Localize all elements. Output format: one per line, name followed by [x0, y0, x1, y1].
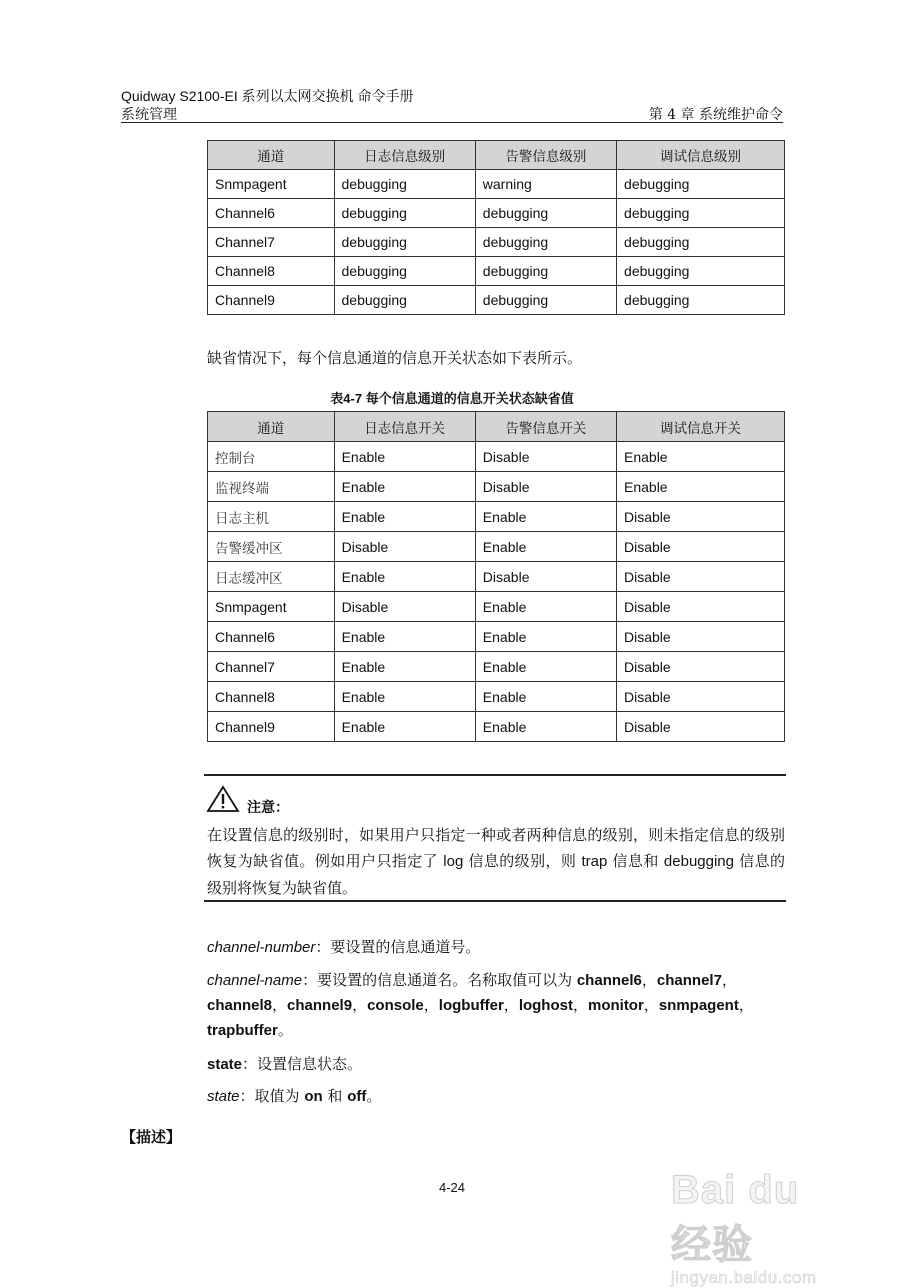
param-desc: 和 [322, 1087, 348, 1105]
channel-cell: 告警缓冲区 [208, 532, 335, 562]
value-cell: debugging [475, 228, 616, 257]
value-cell: Disable [617, 592, 785, 622]
value-cell: Disable [334, 532, 475, 562]
value-cell: Disable [617, 562, 785, 592]
table-row [208, 228, 785, 257]
table-header-row [208, 412, 785, 442]
param-channel-name [207, 968, 785, 1043]
channel-cell: Channel6 [208, 199, 335, 228]
value-cell: Enable [334, 442, 475, 472]
channel-cell: 控制台 [208, 442, 335, 472]
note-term: trap [581, 853, 608, 870]
column-header: 告警信息开关 [475, 412, 616, 442]
info-switch-table [207, 411, 785, 742]
value-cell: Disable [617, 622, 785, 652]
value-cell: Enable [475, 652, 616, 682]
param-term: state [207, 1088, 240, 1105]
note-term: log [443, 853, 464, 870]
table-row [208, 652, 785, 682]
table-row [208, 170, 785, 199]
note-text: 信息的级别将恢复为缺省值。 [207, 852, 785, 897]
channel-name-value: console [367, 997, 424, 1014]
table-row [208, 502, 785, 532]
separator: 。 [277, 1021, 293, 1039]
channel-name-value: trapbuffer [207, 1022, 278, 1039]
value-cell: debugging [334, 257, 475, 286]
intro-paragraph: 缺省情况下，每个信息通道的信息开关状态如下表所示。 [207, 349, 583, 367]
param-channel-number [207, 935, 785, 960]
value-cell: debugging [617, 228, 785, 257]
value-cell: debugging [334, 286, 475, 315]
value-cell: debugging [334, 199, 475, 228]
channel-name-value: snmpagent [658, 997, 739, 1014]
note-text: 在设置信息的级别时，如果用户只指定一种或者两种信息的级别，则未指定信息的级别恢复为缺省值。例如用户只指定了 [207, 826, 785, 870]
value-cell: Disable [617, 682, 785, 712]
separator: ， [352, 996, 368, 1014]
table-row [208, 532, 785, 562]
value-cell: Enable [475, 502, 616, 532]
table-caption: 表4-7 每个信息通道的信息开关状态缺省值 [330, 391, 574, 406]
note-body [207, 822, 785, 901]
column-header: 通道 [208, 412, 335, 442]
watermark-url: jingyan.baidu.com [671, 1268, 817, 1287]
value-cell: Enable [475, 592, 616, 622]
channel-cell: 监视终端 [208, 472, 335, 502]
table-row [208, 682, 785, 712]
channel-name-value: channel9 [287, 997, 353, 1014]
table-row [208, 286, 785, 315]
value-cell: Enable [334, 682, 475, 712]
column-header: 告警信息级别 [475, 141, 616, 170]
value-cell: Enable [334, 472, 475, 502]
channel-cell: Channel8 [208, 682, 335, 712]
value-cell: Enable [334, 562, 475, 592]
value-cell: debugging [617, 286, 785, 315]
separator: ， [572, 996, 588, 1014]
baidu-watermark [671, 1168, 846, 1287]
value-cell: Disable [334, 592, 475, 622]
table-row [208, 472, 785, 502]
table-header-row [208, 141, 785, 170]
value-cell: Disable [617, 712, 785, 742]
channel-name-value: channel8 [207, 997, 273, 1014]
note-text: 信息和 [607, 852, 664, 870]
value-cell: debugging [334, 228, 475, 257]
param-desc: ：设置信息状态。 [242, 1055, 363, 1073]
value-cell: Enable [617, 472, 785, 502]
table-row [208, 592, 785, 622]
separator: ， [503, 996, 519, 1014]
channel-cell: 日志主机 [208, 502, 335, 532]
value-cell: debugging [334, 170, 475, 199]
param-state [207, 1052, 785, 1077]
param-desc: 。 [366, 1087, 382, 1105]
channel-name-value: logbuffer [438, 997, 504, 1014]
column-header: 日志信息级别 [334, 141, 475, 170]
value-cell: Disable [475, 562, 616, 592]
note-term: debugging [663, 853, 734, 870]
channel-cell: Channel6 [208, 622, 335, 652]
separator: ， [272, 996, 288, 1014]
manual-title: Quidway S2100-EI 系列以太网交换机 命令手册 [121, 88, 414, 104]
value-on: on [304, 1088, 323, 1105]
value-cell: debugging [475, 199, 616, 228]
warning-triangle-icon [206, 785, 240, 813]
info-level-table [207, 140, 785, 315]
channel-name-value: channel6 [576, 972, 642, 989]
table-row [208, 622, 785, 652]
value-cell: Enable [475, 682, 616, 712]
separator: ， [423, 996, 439, 1014]
channel-cell: Channel7 [208, 228, 335, 257]
param-desc: ：要设置的信息通道号。 [315, 938, 481, 956]
value-cell: Enable [334, 502, 475, 532]
channel-cell: Channel9 [208, 712, 335, 742]
note-top-divider [204, 774, 786, 776]
param-term: channel-name [207, 972, 303, 989]
section-name: 系统管理 [121, 107, 177, 123]
note-title: 注意： [247, 799, 289, 815]
value-cell: Enable [334, 712, 475, 742]
table-row [208, 562, 785, 592]
separator: ， [643, 996, 659, 1014]
column-header: 调试信息级别 [617, 141, 785, 170]
value-cell: debugging [617, 170, 785, 199]
value-cell: warning [475, 170, 616, 199]
column-header: 调试信息开关 [617, 412, 785, 442]
table-row [208, 199, 785, 228]
note-bottom-divider [204, 900, 786, 902]
channel-name-value: channel7 [656, 972, 722, 989]
param-state-values [207, 1084, 785, 1109]
channel-cell: Channel7 [208, 652, 335, 682]
column-header: 通道 [208, 141, 335, 170]
channel-name-value: loghost [518, 997, 573, 1014]
separator: ， [738, 996, 754, 1014]
note-text: 信息的级别，则 [463, 852, 582, 870]
value-cell: Enable [475, 532, 616, 562]
param-desc: ：取值为 [239, 1087, 305, 1105]
channel-name-value: monitor [587, 997, 644, 1014]
section-heading-description: 【描述】 [121, 1129, 182, 1146]
value-cell: debugging [617, 199, 785, 228]
value-cell: debugging [475, 286, 616, 315]
value-cell: Disable [617, 502, 785, 532]
table-row [208, 442, 785, 472]
channel-cell: Channel8 [208, 257, 335, 286]
column-header: 日志信息开关 [334, 412, 475, 442]
param-desc: ：要设置的信息通道名。名称取值可以为 [302, 971, 577, 989]
value-cell: debugging [475, 257, 616, 286]
channel-cell: Channel9 [208, 286, 335, 315]
header-divider [121, 122, 783, 123]
chapter-title: 第 4 章 系统维护命令 [648, 107, 783, 123]
channel-cell: Snmpagent [208, 592, 335, 622]
param-term: state [207, 1056, 243, 1073]
table-row [208, 257, 785, 286]
separator: ， [721, 971, 737, 989]
value-cell: Disable [617, 532, 785, 562]
value-off: off [347, 1088, 367, 1105]
value-cell: debugging [617, 257, 785, 286]
page-number: 4-24 [438, 1180, 466, 1195]
value-cell: Enable [475, 622, 616, 652]
value-cell: Enable [334, 652, 475, 682]
channel-cell: 日志缓冲区 [208, 562, 335, 592]
param-term: channel-number [207, 939, 316, 956]
channel-cell: Snmpagent [208, 170, 335, 199]
value-cell: Disable [475, 442, 616, 472]
watermark-logo: Bai du 经验 [671, 1168, 800, 1267]
value-cell: Enable [334, 622, 475, 652]
value-cell: Disable [617, 652, 785, 682]
table-row [208, 712, 785, 742]
value-cell: Enable [617, 442, 785, 472]
value-cell: Enable [475, 712, 616, 742]
separator: ， [641, 971, 657, 989]
value-cell: Disable [475, 472, 616, 502]
